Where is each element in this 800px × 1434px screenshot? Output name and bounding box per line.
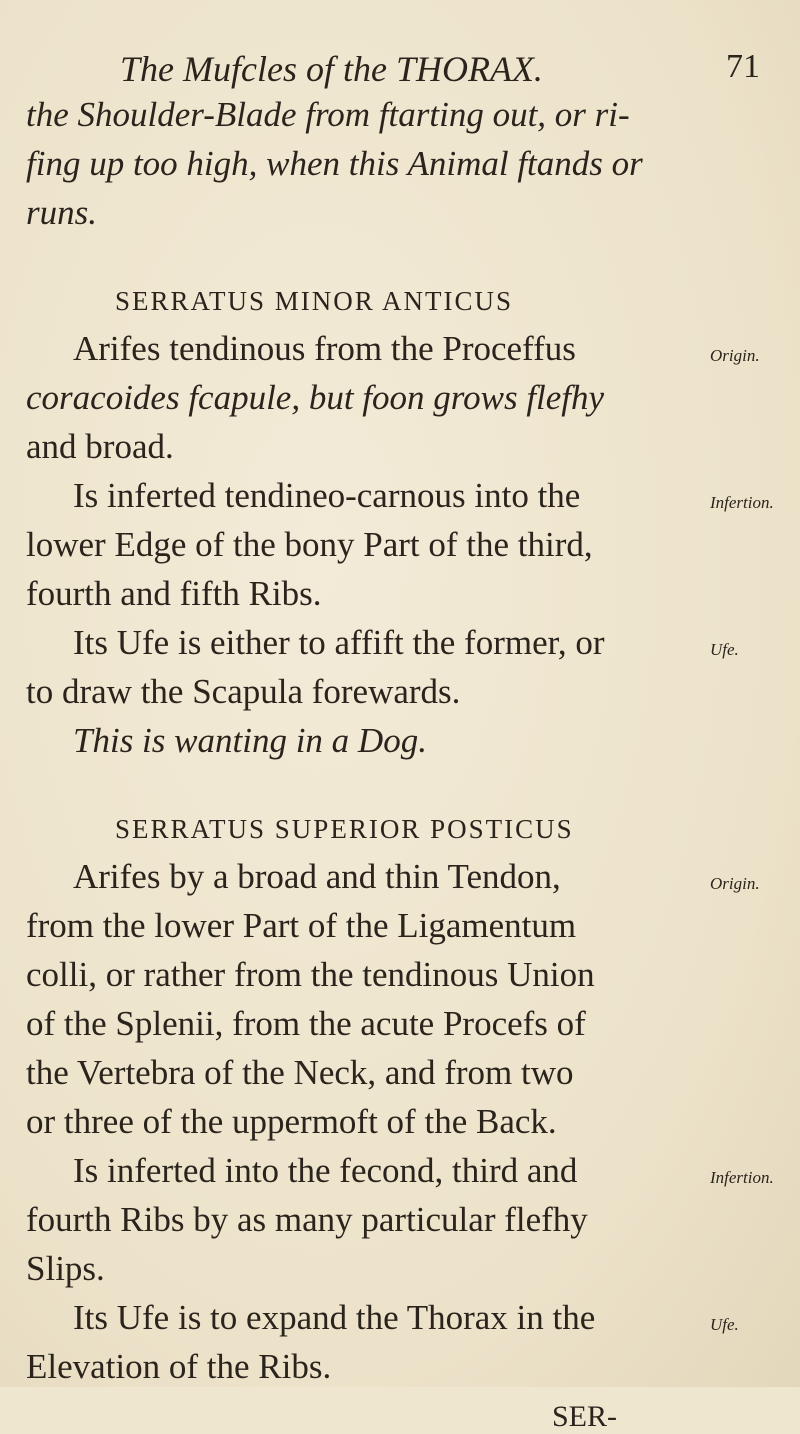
text-line: colli, or rather from the tendinous Union — [26, 955, 595, 994]
text-line: or three of the uppermoft of the Back. — [26, 1102, 557, 1141]
margin-note: Ufe. — [710, 640, 739, 659]
text-line: the Vertebra of the Neck, and from two — [26, 1053, 574, 1092]
margin-note: Infertion. — [710, 1168, 774, 1187]
text-line: fourth Ribs by as many particular flefhy — [26, 1200, 588, 1239]
section-heading: SERRATUS MINOR ANTICUS — [115, 286, 514, 316]
text-line: lower Edge of the bony Part of the third, — [26, 525, 593, 564]
text-line: and broad. — [26, 427, 174, 466]
text-line: of the Splenii, from the acute Procefs of — [26, 1004, 586, 1043]
text-line: coracoides fcapule, but foon grows flefhy — [26, 378, 605, 417]
text-line: from the lower Part of the Ligamentum — [26, 906, 577, 945]
text-line: fing up too high, when this Animal ftands or — [26, 144, 643, 183]
running-title: The Mufcles of the THORAX. — [120, 49, 543, 89]
text-line: Arifes tendinous from the Proceffus — [73, 329, 576, 368]
text-line: Arifes by a broad and thin Tendon, — [73, 857, 561, 896]
margin-note: Origin. — [710, 346, 760, 365]
page-number: 71 — [726, 48, 760, 85]
text-line: Slips. — [26, 1249, 105, 1288]
text-line: Is inferted tendineo-carnous into the — [73, 476, 581, 515]
text-line: Its Ufe is either to affift the former, or — [73, 623, 605, 662]
text-line: runs. — [26, 193, 97, 232]
margin-note: Ufe. — [710, 1315, 739, 1334]
text-line: Its Ufe is to expand the Thorax in the — [73, 1298, 596, 1337]
running-header — [120, 48, 760, 88]
text-line: the Shoulder-Blade from ftarting out, or ri- — [26, 95, 630, 134]
section-heading: SERRATUS SUPERIOR POSTICUS — [115, 814, 574, 844]
text-line: Is inferted into the fecond, third and — [73, 1151, 578, 1190]
text-line: fourth and fifth Ribs. — [26, 574, 322, 613]
catchword: SER- — [552, 1400, 618, 1433]
text-line: This is wanting in a Dog. — [73, 721, 427, 760]
margin-note: Origin. — [710, 874, 760, 893]
text-line: to draw the Scapula forewards. — [26, 672, 461, 711]
margin-note: Infertion. — [710, 493, 774, 512]
text-line: Elevation of the Ribs. — [26, 1347, 332, 1386]
